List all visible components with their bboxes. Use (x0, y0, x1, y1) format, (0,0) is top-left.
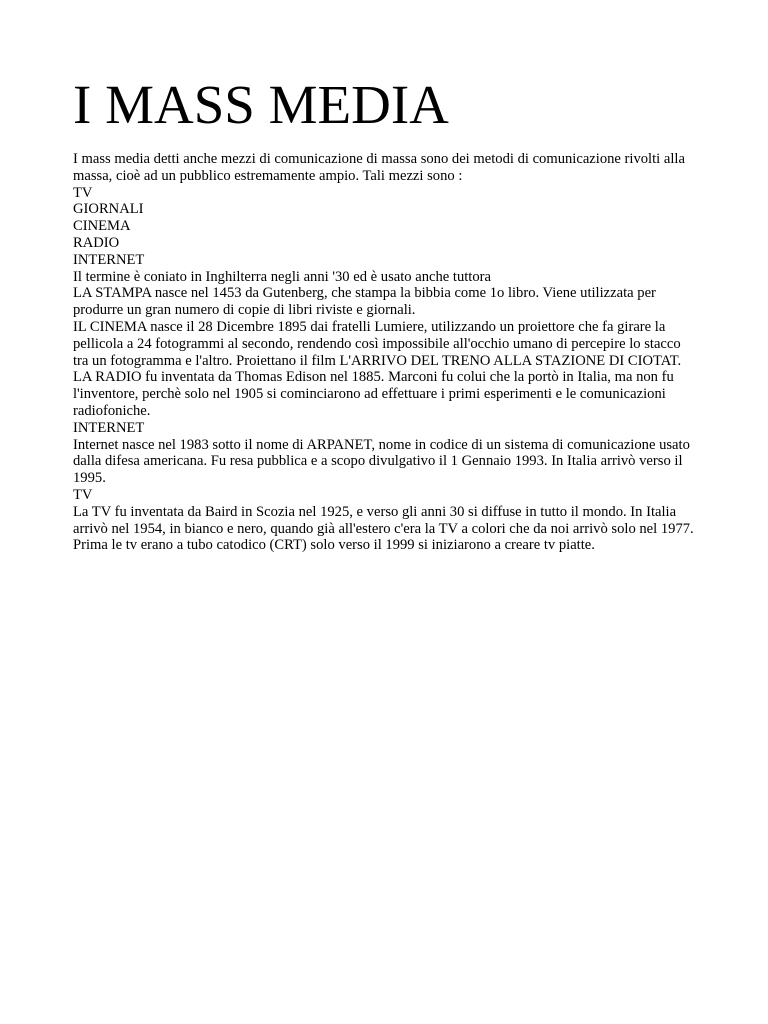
list-item-radio: RADIO (73, 234, 120, 251)
list-item-cinema: CINEMA (73, 218, 131, 235)
document-page (73, 72, 698, 554)
stampa-paragraph: LA STAMPA nasce nel 1453 da Gutenberg, che stampa la bibbia come 1o libro. Viene utilizzata per produrre un gran numero di copie di libri riviste e giornali. (73, 285, 656, 319)
intro-paragraph: I mass media detti anche mezzi di comunicazione di massa sono dei metodi di comunicazione rivolti alla massa, cioè ad un pubblico estremamente ampio. Tali mezzi sono : (73, 151, 685, 184)
document-body (73, 151, 698, 554)
cinema-paragraph: IL CINEMA nasce il 28 Dicembre 1895 dai fratelli Lumiere, utilizzando un proiettore che fa girare la pellicola a 24 fotogrammi al secondo, rendendo così impossibile all'occhio umano di percepire lo stacco tra un fotogramma e l'altro. Proiettano il film L'ARRIVO DEL TRENO ALLA STAZIONE DI CIOTAT. (73, 318, 682, 369)
tv-paragraph: La TV fu inventata da Baird in Scozia nel 1925, e verso gli anni 30 si diffuse in tutto il mondo. In Italia arrivò nel 1954, in bianco e nero, quando già all'estero c'era la TV a colori che da noi arrivò solo nel 1977. Prima le tv erano a tubo catodico (CRT) solo verso il 1999 si iniziarono a creare tv piatte. (73, 503, 694, 554)
list-item-internet: INTERNET (73, 251, 145, 268)
radio-paragraph: LA RADIO fu inventata da Thomas Edison nel 1885. Marconi fu colui che la portò in Italia, ma non fu l'inventore, perchè solo nel 1905 si cominciarono ad effettuare i primi esperimenti e le comunicazioni radiofoniche. (73, 369, 674, 419)
internet-paragraph: Internet nasce nel 1983 sotto il nome di ARPANET, nome in codice di un sistema di comunicazione usato dalla difesa americana. Fu resa pubblica e a scopo divulgativo il 1 Gennaio 1993. In Italia arrivò verso il 1995. (73, 436, 690, 487)
list-item-tv: TV (73, 184, 93, 201)
document-title: I MASS MEDIA (73, 74, 449, 135)
term-origin-paragraph: Il termine è coniato in Inghilterra negli anni '30 ed è usato anche tuttora (73, 268, 491, 285)
tv-heading: TV (73, 486, 93, 503)
list-item-giornali: GIORNALI (73, 201, 144, 218)
internet-heading: INTERNET (73, 419, 145, 436)
